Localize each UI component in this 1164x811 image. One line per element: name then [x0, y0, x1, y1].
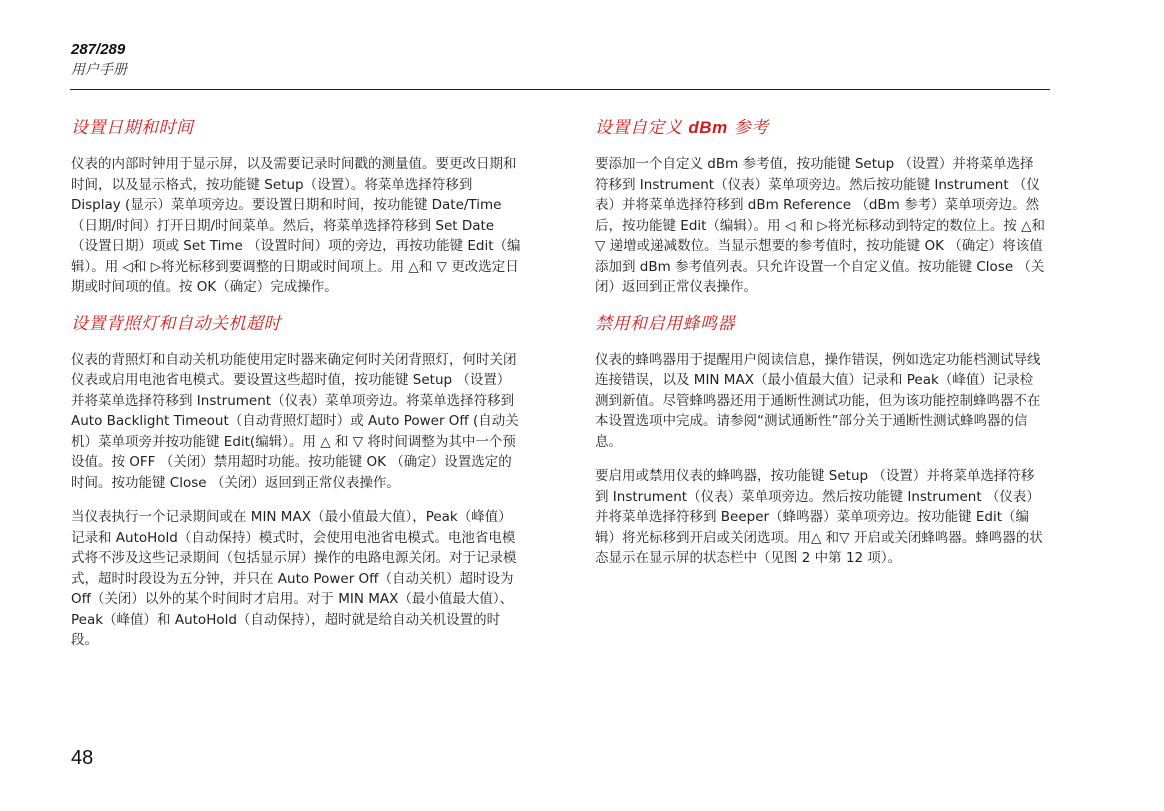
section-title-backlight-timeout: 设置背照灯和自动关机超时 [71, 313, 281, 334]
paragraph-backlight-timeout: 仪表的背照灯和自动关机功能使用定时器来确定何时关闭背照灯，何时关闭仪表或启用电池省电模式。要设置这些超时值，按功能键 Setup （设置）并将菜单选择符移到 Instrument（仪表）菜单项旁边。将菜单选择符移到Auto Backlight Timeout（自动背照灯超时）或 Auto Power Off (自动关机）菜单项旁并按功能键 Edit(编辑）。用 △ 和 ▽ 将时间调整为其中一个预设值。按 OFF （关闭）禁用超时功能。按功能键 OK （确定）设置选定的时间。按功能键 Close （关闭）返回到正常仪表操作。 [71, 351, 519, 491]
title-part-dbm: dBm [688, 118, 728, 137]
section-date-time [71, 116, 521, 298]
page-header [71, 40, 127, 80]
left-column [71, 116, 521, 665]
title-part: 设置自定义 [595, 118, 689, 138]
paragraph-beeper-purpose: 仪表的蜂鸣器用于提醒用户阅读信息，操作错误，例如选定功能档测试导线连接错误，以及 MIN MAX（最小值最大值）记录和 Peak（峰值）记录检测到新值。尽管蜂鸣器还用于通断性测试功能，但为该功能控制蜂鸣器不在本设置选项中完成。请参阅“测试通断性”部分关于通断性测试蜂鸣器的信息。 [595, 351, 1041, 450]
manual-subtitle: 用户手册 [71, 62, 127, 78]
paragraph-beeper-toggle: 要启用或禁用仪表的蜂鸣器，按功能键 Setup （设置）并将菜单选择符移到 Instrument（仪表）菜单项旁边。然后按功能键 Instrument （仪表）并将菜单选择符移到 Beeper（蜂鸣器）菜单项旁边。按功能键 Edit（编辑）将光标移到开启或关闭选项。用△ 和▽ 开启或关闭蜂鸣器。蜂鸣器的状态显示在显示屏的状态栏中（见图 2 中第 12 项）。 [595, 468, 1043, 566]
model-number: 287/289 [71, 41, 126, 58]
title-part: 参考 [727, 118, 769, 138]
paragraph-date-time: 仪表的内部时钟用于显示屏，以及需要记录时间戳的测量值。要更改日期和时间，以及显示格式，按功能键 Setup（设置）。将菜单选择符移到 Display (显示）菜单项旁边。要设置日期和时间，按功能键 Date/Time （日期/时间）打开日期/时间菜单。然后，将菜单选择符移到 Set Date （设置日期）项或 Set Time （设置时间）项的旁边，再按功能键 Edit（编辑）。用 ◁和 ▷将光标移到要调整的日期或时间项上。用 △和 ▽ 更改选定日期或时间项的值。按 OK（确定）完成操作。 [71, 156, 521, 295]
section-title-dbm-reference [595, 116, 1045, 140]
section-beeper [595, 312, 1045, 569]
paragraph-battery-save: 当仪表执行一个记录期间或在 MIN MAX（最小值最大值），Peak（峰值）记录和 AutoHold（自动保持）模式时，会使用电池省电模式。电池省电模式将不涉及这些记录期间（包括显示屏）操作的电路电源关闭。对于记录模式，超时时段设为五分钟，并只在 Auto Power Off（自动关机）超时设为 Off（关闭）以外的某个时间时才启用。对于 MIN MAX（最小值最大值）、Peak（峰值）和 AutoHold（自动保持），超时就是给自动关机设置的时段。 [71, 509, 517, 648]
section-title-date-time: 设置日期和时间 [71, 118, 194, 138]
page-number: 48 [71, 747, 94, 769]
header-divider [70, 89, 1050, 90]
section-dbm-reference [595, 116, 1045, 298]
right-column [595, 116, 1045, 583]
paragraph-dbm-reference: 要添加一个自定义 dBm 参考值，按功能键 Setup （设置）并将菜单选择符移到 Instrument（仪表）菜单项旁边。然后按功能键 Instrument （仪表）并将菜单选择符移到 dBm Reference （dBm 参考）菜单项旁边。然后，按功能键 Edit（编辑）。用 ◁ 和 ▷将光标移动到特定的数位上。按 △和 ▽ 递增或递减数位。当显示想要的参考值时，按功能键 OK （确定）将该值添加到 dBm 参考值列表。只允许设置一个自定义值。按功能键 Close （关闭）返回到正常仪表操作。 [595, 156, 1045, 295]
section-backlight-timeout [71, 312, 521, 651]
section-title-beeper: 禁用和启用蜂鸣器 [595, 313, 735, 334]
